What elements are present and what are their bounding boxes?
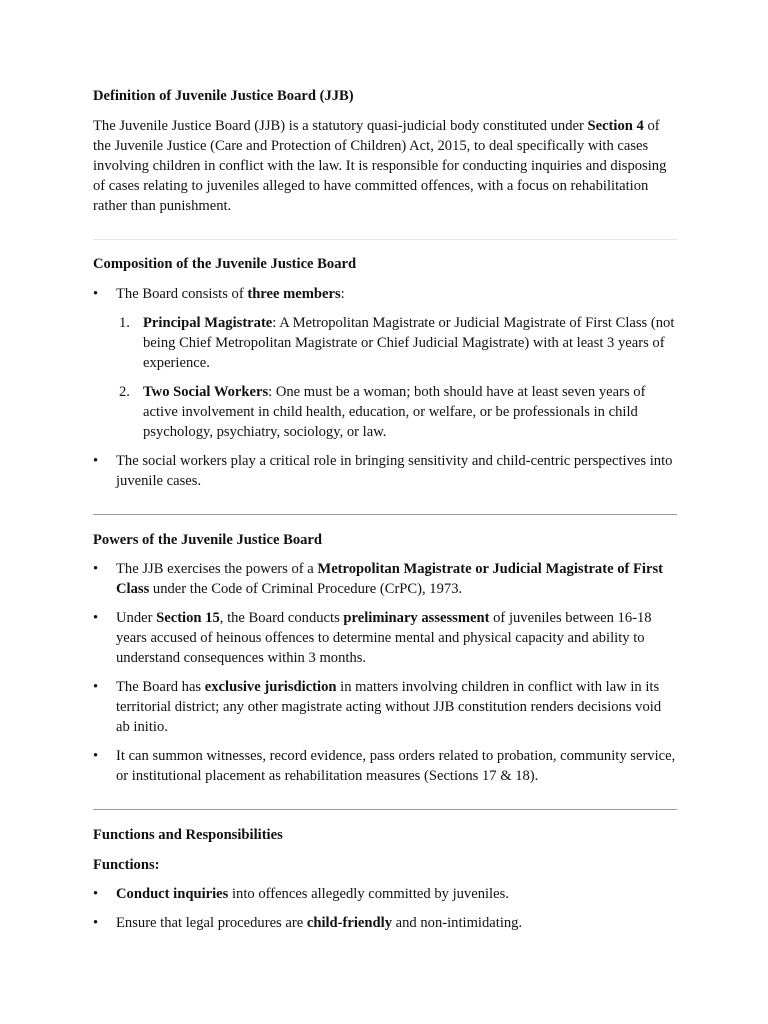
- member-title-2: Two Social Workers: [143, 384, 269, 400]
- divider-2: [93, 514, 677, 515]
- member-item-2: [93, 382, 677, 442]
- powers-1-text-1: The JJB exercises the powers of a: [116, 561, 318, 577]
- functions-subheading: Functions:: [93, 857, 160, 873]
- functions-bullet-1: [93, 884, 677, 904]
- divider-1: [93, 239, 677, 240]
- powers-bullet-4: • It can summon witnesses, record evidence, pass orders related to probation, community service, or institutional placement as rehabilitation measures (Sections 17 & 18).: [93, 746, 677, 786]
- member-text-1: : A Metropolitan Magistrate or Judicial Magistrate of First Class (not being Chief Metropolitan Magistrate or Chief Judicial Magistrate) with at least 3 years of experience.: [143, 315, 675, 371]
- functions-2-text-2: and non-intimidating.: [392, 915, 523, 931]
- functions-1-text: into offences allegedly committed by juveniles.: [228, 886, 509, 902]
- composition-bullet-bold: three members: [247, 286, 341, 302]
- functions-1-bold: Conduct inquiries: [116, 886, 229, 902]
- definition-section-ref: Section 4: [587, 118, 644, 134]
- powers-bullet-3: [93, 677, 677, 737]
- member-text-2: : One must be a woman; both should have at least seven years of active involvement in child health, education, or welfare, or be professionals in child psychology, psychiatry, sociology, or law.: [143, 384, 646, 440]
- powers-1-bold: Metropolitan Magistrate or Judicial Magistrate of First Class: [116, 561, 663, 597]
- functions-bullet-2: [93, 913, 677, 933]
- definition-paragraph: [93, 116, 677, 216]
- definition-text-1: The Juvenile Justice Board (JJB) is a statutory quasi-judicial body constituted under: [93, 118, 588, 134]
- powers-2-text-3: of juveniles between 16-18 years accused of heinous offences to determine mental and physical capacity and ability to understand consequences within 3 months.: [116, 610, 652, 666]
- functions-2-text-1: Ensure that legal procedures are: [116, 915, 307, 931]
- member-number-2: 2.: [119, 384, 130, 400]
- powers-2-text-1: Under: [116, 610, 157, 626]
- divider-3: [93, 809, 677, 810]
- member-title-1: Principal Magistrate: [143, 315, 273, 331]
- definition-text-2: of the Juvenile Justice (Care and Protection of Children) Act, 2015, to deal specifically with cases involving children in conflict with the law. It is responsible for conducting inquiries and disposing of cases relating to juveniles alleged to have committed offences, with a focus on rehabilitation rather than punishment.: [93, 118, 667, 214]
- composition-bullet-text-1: The Board consists of: [116, 286, 248, 302]
- functions-2-bold: child-friendly: [306, 915, 392, 931]
- powers-1-text-2: under the Code of Criminal Procedure (CrPC), 1973.: [149, 581, 463, 597]
- document-content: [93, 86, 677, 933]
- composition-bullet-members: [93, 284, 677, 304]
- member-item-1: [93, 313, 677, 373]
- powers-3-text-2: in matters involving children in conflict with law in its territorial district; any other magistrate acting without JJB constitution renders decisions void ab initio.: [116, 679, 662, 735]
- composition-bullet-text-2: :: [340, 286, 345, 302]
- powers-3-text-1: The Board has: [116, 679, 205, 695]
- member-number-1: 1.: [119, 315, 130, 331]
- powers-2-bold-1: Section 15: [156, 610, 220, 626]
- powers-3-bold: exclusive jurisdiction: [204, 679, 337, 695]
- powers-2-text-2: , the Board conducts: [219, 610, 344, 626]
- powers-bullet-2: [93, 608, 677, 668]
- powers-2-bold-2: preliminary assessment: [343, 610, 490, 626]
- definition-heading: Definition of Juvenile Justice Board (JJB): [93, 88, 354, 104]
- functions-heading: Functions and Responsibilities: [93, 827, 283, 843]
- powers-bullet-1: [93, 559, 677, 599]
- powers-heading: Powers of the Juvenile Justice Board: [93, 532, 323, 548]
- composition-heading: Composition of the Juvenile Justice Board: [93, 256, 357, 272]
- composition-bullet-social-workers: • The social workers play a critical role in bringing sensitivity and child-centric perspectives into juvenile cases.: [93, 451, 677, 491]
